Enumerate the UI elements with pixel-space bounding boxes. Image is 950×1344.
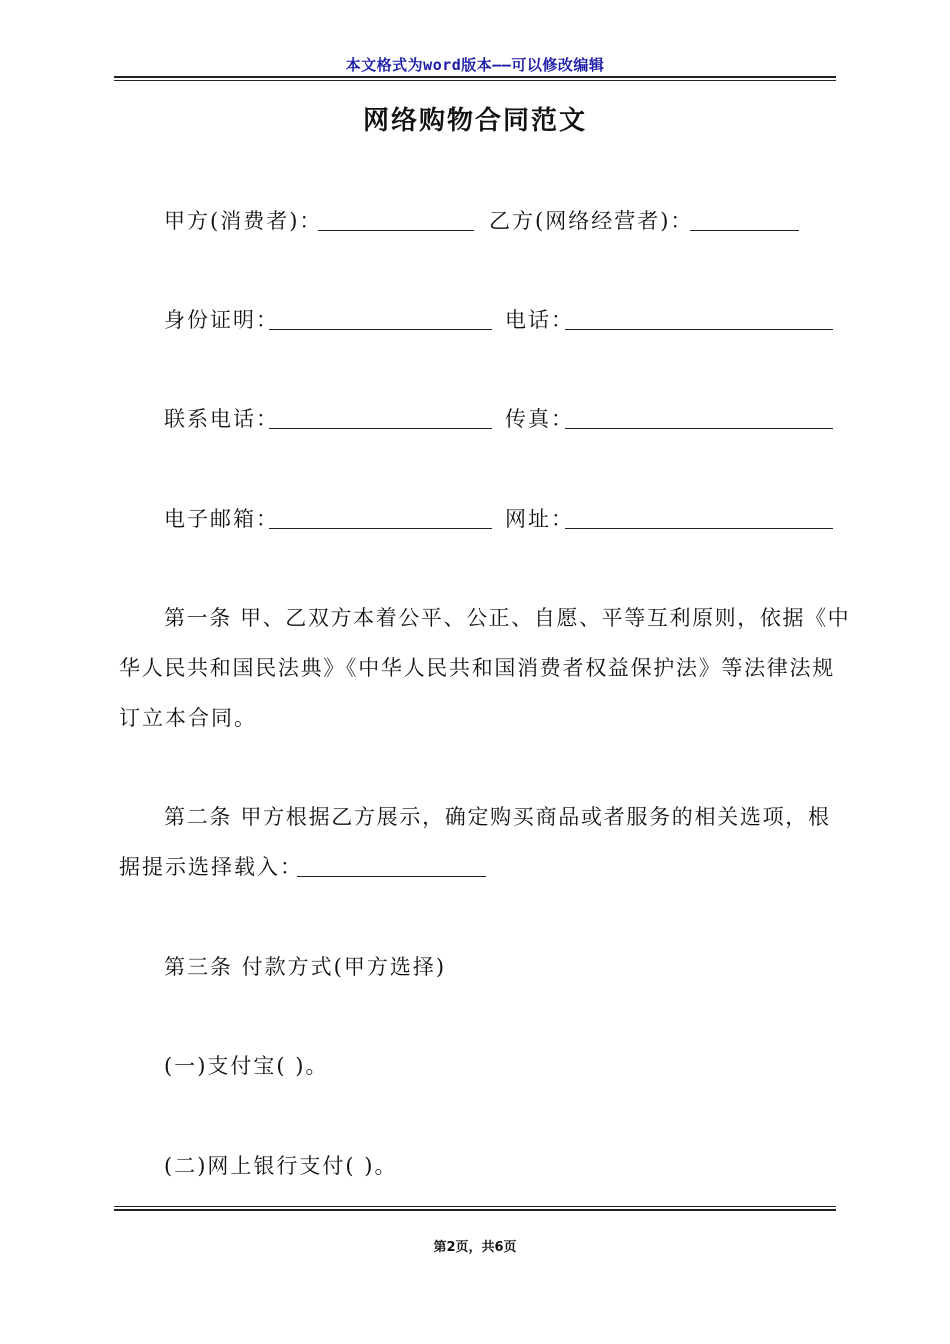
- header-note: 本文格式为word版本——可以修改编辑: [345, 56, 605, 74]
- article1-line1: 第一条 甲、乙双方本着公平、公正、自愿、平等互利原则，依据《中: [164, 606, 851, 630]
- phone-label: 电话：: [505, 308, 574, 332]
- payment-option-2: (二)网上银行支付( )。: [164, 1154, 398, 1178]
- header-rule-thick: [114, 76, 836, 78]
- article2-line1: 第二条 甲方根据乙方展示，确定购买商品或者服务的相关选项，根: [164, 805, 831, 829]
- party-b-row: [489, 207, 693, 235]
- fax-blank[interactable]: [565, 408, 833, 429]
- party-a-row: [164, 207, 322, 235]
- phone-blank[interactable]: [565, 309, 833, 330]
- article2-line2: 据提示选择载入：: [119, 855, 303, 879]
- contact-phone-label: 联系电话：: [164, 407, 279, 431]
- website-blank[interactable]: [565, 508, 833, 529]
- id-label: 身份证明：: [164, 308, 279, 332]
- id-blank[interactable]: [269, 309, 492, 330]
- payment-option-1: (一)支付宝( )。: [164, 1054, 329, 1078]
- article1-line3: 订立本合同。: [119, 706, 257, 730]
- page-title: 网络购物合同范文: [362, 106, 587, 136]
- email-row: [164, 505, 279, 533]
- id-row: [164, 306, 279, 334]
- contact-phone-row: [164, 405, 279, 433]
- contact-phone-blank[interactable]: [269, 408, 492, 429]
- article3-line1: 第三条 付款方式(甲方选择): [164, 955, 447, 979]
- header-rule-thin: [114, 80, 836, 81]
- fax-label: 传真：: [505, 407, 574, 431]
- party-a-label: 甲方(消费者)：: [164, 209, 323, 233]
- party-b-blank[interactable]: [690, 210, 799, 231]
- party-a-blank[interactable]: [318, 210, 474, 231]
- email-label: 电子邮箱：: [164, 507, 279, 531]
- article1-line2: 华人民共和国民法典》《中华人民共和国消费者权益保护法》等法律法规: [119, 656, 835, 680]
- footer-rule-thin: [114, 1206, 836, 1207]
- party-b-label: 乙方(网络经营者)：: [489, 209, 694, 233]
- footer-rule-thick: [114, 1209, 836, 1211]
- phone-row: [505, 306, 574, 334]
- website-label: 网址：: [505, 507, 574, 531]
- fax-row: [505, 405, 574, 433]
- website-row: [505, 505, 574, 533]
- page-number: 第2页，共6页: [433, 1240, 517, 1255]
- article2-blank[interactable]: [297, 856, 486, 877]
- email-blank[interactable]: [269, 508, 492, 529]
